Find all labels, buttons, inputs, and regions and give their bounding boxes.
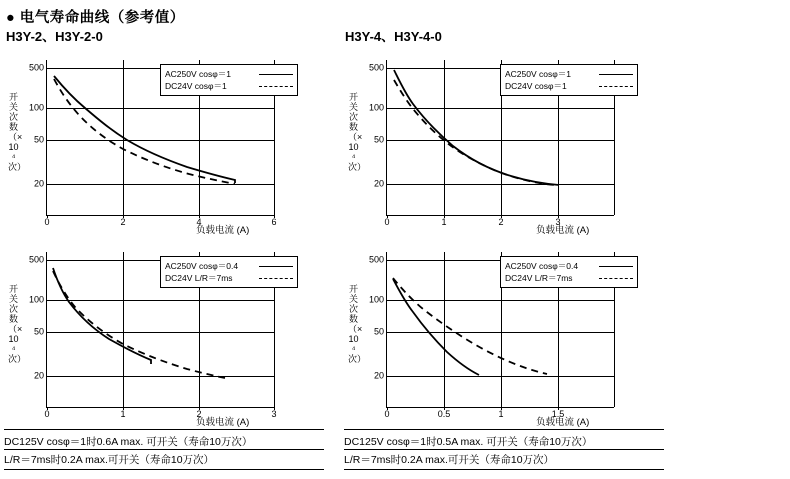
left-note-line-2: L/R＝7ms时0.2A max.可开关（寿命10万次）	[4, 454, 215, 466]
chart4-ytick-100: 100	[368, 294, 384, 305]
chart3-xtick-3: 3	[271, 409, 277, 419]
chart4-xtick-0: 0	[384, 409, 390, 419]
chart2-legend-swatch-solid	[599, 74, 633, 75]
chart2-ytick-20: 20	[373, 178, 384, 189]
chart3-x-axis-label: 负载电流 (A)	[196, 417, 250, 428]
chart2-legend-row-1	[505, 68, 633, 80]
left-note-line-1: DC125V cosφ＝1时0.6A max. 可开关（寿命10万次）	[4, 436, 253, 448]
chart3-series-ac250v	[53, 268, 151, 364]
chart4-legend-swatch-solid	[599, 266, 633, 267]
chart4-legend-row-1	[505, 260, 633, 272]
chart1-y-axis-label: 开关次数（×10⁴次）	[8, 92, 27, 172]
chart4-legend-swatch-dashed	[599, 278, 633, 279]
chart4-legend	[500, 256, 638, 288]
chart4-x-axis-label: 负载电流 (A)	[536, 417, 590, 428]
chart4-legend-row-2	[505, 272, 633, 284]
chart2-xtick-1: 1	[441, 217, 447, 227]
chart3-y-axis-label: 开关次数（×10⁴次）	[8, 284, 27, 364]
chart4-y-axis-label: 开关次数（×10⁴次）	[348, 284, 367, 364]
chart1-xtick-4: 4	[196, 217, 202, 227]
chart2-xtick-2: 2	[498, 217, 504, 227]
chart1-legend-row-2	[165, 80, 293, 92]
chart4-ytick-20: 20	[373, 370, 384, 381]
chart1-legend-swatch-solid	[259, 74, 293, 75]
left-notes	[4, 433, 324, 469]
right-notes	[344, 433, 664, 469]
chart3-legend	[160, 256, 298, 288]
chart1-x-axis-label: 负载电流 (A)	[196, 225, 250, 236]
right-column-title: H3Y-4、H3Y-4-0	[345, 29, 442, 44]
chart1-legend-row-1	[165, 68, 293, 80]
chart1-legend-swatch-dashed	[259, 86, 293, 87]
chart2-y-axis-label: 开关次数（×10⁴次）	[348, 92, 367, 172]
chart3-legend-row-1	[165, 260, 293, 272]
right-note-line-2: L/R＝7ms时0.2A max.可开关（寿命10万次）	[344, 454, 555, 466]
chart1-xtick-2: 2	[120, 217, 126, 227]
chart2-xtick-0: 0	[384, 217, 390, 227]
chart3-ytick-500: 500	[28, 254, 44, 265]
chart3-ytick-20: 20	[33, 370, 44, 381]
chart2-ytick-50: 50	[373, 134, 384, 145]
chart3-legend-label-2: DC24V L/R＝7ms	[165, 273, 233, 283]
chart2-legend-row-2	[505, 80, 633, 92]
chart1-ytick-20: 20	[33, 178, 44, 189]
chart3-xtick-2: 2	[196, 409, 202, 419]
chart3-ytick-100: 100	[28, 294, 44, 305]
chart4-xtick-15: 1.5	[551, 409, 565, 419]
chart2-legend-swatch-dashed	[599, 86, 633, 87]
chart2-x-axis-label: 负载电流 (A)	[536, 225, 590, 236]
chart4-xtick-1: 1	[498, 409, 504, 419]
chart1-xtick-0: 0	[44, 217, 50, 227]
chart4-xtick-05: 0.5	[437, 409, 451, 419]
chart1-legend-label-2: DC24V cosφ＝1	[165, 81, 227, 91]
chart3-legend-swatch-solid	[259, 266, 293, 267]
chart3-ytick-50: 50	[33, 326, 44, 337]
chart4-legend-label-1: AC250V cosφ＝0.4	[505, 261, 579, 271]
chart3-legend-row-2	[165, 272, 293, 284]
page-title	[6, 6, 185, 27]
chart2-legend	[500, 64, 638, 96]
chart2-xtick-3: 3	[555, 217, 561, 227]
chart4-ytick-500: 500	[368, 254, 384, 265]
chart1-legend-label-1: AC250V cosφ＝1	[165, 69, 231, 79]
chart2-legend-label-2: DC24V cosφ＝1	[505, 81, 567, 91]
chart2-ytick-500: 500	[368, 62, 384, 73]
chart3-xtick-1: 1	[120, 409, 126, 419]
chart1-ytick-100: 100	[28, 102, 44, 113]
chart4-legend-label-2: DC24V L/R＝7ms	[505, 273, 573, 283]
bullet-icon: ●	[6, 10, 16, 26]
right-note-line-1: DC125V cosφ＝1时0.5A max. 可开关（寿命10万次）	[344, 436, 593, 448]
left-column-title: H3Y-2、H3Y-2-0	[6, 29, 103, 44]
page-title-text: 电气寿命曲线（参考值）	[19, 10, 185, 26]
chart1-xtick-6: 6	[271, 217, 277, 227]
chart4-series-ac250v	[393, 279, 479, 375]
chart1-ytick-50: 50	[33, 134, 44, 145]
chart3-legend-swatch-dashed	[259, 278, 293, 279]
chart1-ytick-500: 500	[28, 62, 44, 73]
chart4-ytick-50: 50	[373, 326, 384, 337]
chart3-xtick-0: 0	[44, 409, 50, 419]
chart2-legend-label-1: AC250V cosφ＝1	[505, 69, 571, 79]
chart2-ytick-100: 100	[368, 102, 384, 113]
chart4-series-dc24v	[393, 278, 547, 374]
chart1-legend	[160, 64, 298, 96]
chart3-legend-label-1: AC250V cosφ＝0.4	[165, 261, 239, 271]
